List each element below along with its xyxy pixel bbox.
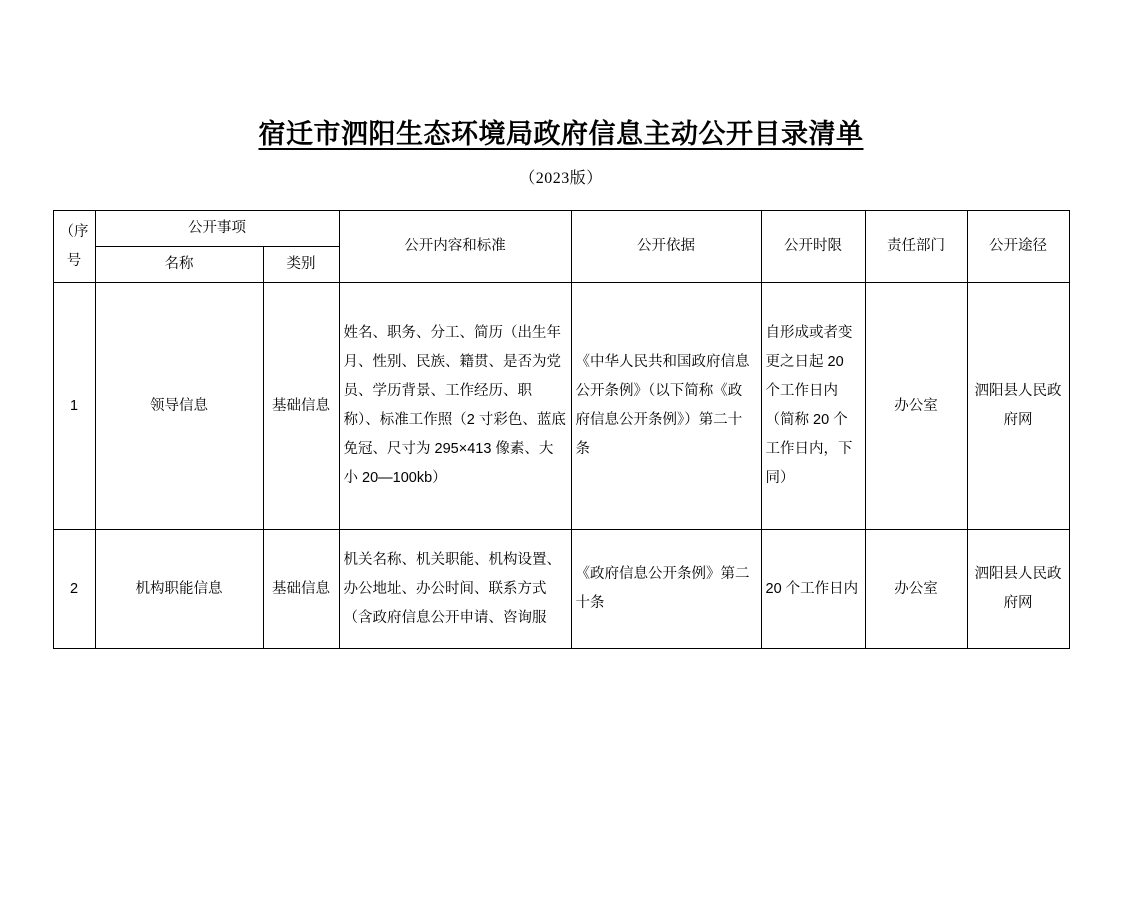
header-department: 责任部门 bbox=[865, 211, 967, 283]
header-limit: 公开时限 bbox=[761, 211, 865, 283]
row-category: 基础信息 bbox=[263, 530, 339, 649]
header-sequence bbox=[53, 211, 95, 283]
row-limit: 自形成或者变更之日起 20 个工作日内（简称 20 个工作日内，下同） bbox=[761, 283, 865, 530]
table-header-row bbox=[53, 211, 1069, 247]
header-matter: 公开事项 bbox=[95, 211, 339, 247]
row-channel: 泗阳县人民政府网 bbox=[967, 283, 1069, 530]
header-sequence-line1: （序 bbox=[59, 223, 89, 240]
header-sequence-line2: 号 bbox=[66, 252, 82, 269]
row-index: 1 bbox=[53, 283, 95, 530]
row-index: 2 bbox=[53, 530, 95, 649]
table-row bbox=[53, 283, 1069, 530]
row-department: 办公室 bbox=[865, 283, 967, 530]
disclosure-catalog-table bbox=[53, 210, 1070, 649]
page-subtitle: （2023版） bbox=[519, 170, 603, 187]
row-name: 领导信息 bbox=[95, 283, 263, 530]
document-page bbox=[0, 112, 1122, 905]
page-title: 宿迁市泗阳生态环境局政府信息主动公开目录清单 bbox=[258, 119, 864, 149]
header-basis: 公开依据 bbox=[571, 211, 761, 283]
header-name: 名称 bbox=[95, 247, 263, 283]
row-channel: 泗阳县人民政府网 bbox=[967, 530, 1069, 649]
row-basis: 《政府信息公开条例》第二十条 bbox=[571, 530, 761, 649]
header-channel: 公开途径 bbox=[967, 211, 1069, 283]
row-content: 姓名、职务、分工、简历（出生年月、性别、民族、籍贯、是否为党员、学历背景、工作经历、职称）、标准工作照（2 寸彩色、蓝底免冠、尺寸为 295×413 像素、大小 20—100kb） bbox=[339, 283, 571, 530]
row-name: 机构职能信息 bbox=[95, 530, 263, 649]
row-content: 机关名称、机关职能、机构设置、办公地址、办公时间、联系方式（含政府信息公开申请、咨询服 bbox=[339, 530, 571, 649]
table-row bbox=[53, 530, 1069, 649]
header-content: 公开内容和标准 bbox=[339, 211, 571, 283]
row-category: 基础信息 bbox=[263, 283, 339, 530]
row-department: 办公室 bbox=[865, 530, 967, 649]
header-category: 类别 bbox=[263, 247, 339, 283]
row-limit: 20 个工作日内 bbox=[761, 530, 865, 649]
row-basis: 《中华人民共和国政府信息公开条例》（以下简称《政府信息公开条例》）第二十条 bbox=[571, 283, 761, 530]
